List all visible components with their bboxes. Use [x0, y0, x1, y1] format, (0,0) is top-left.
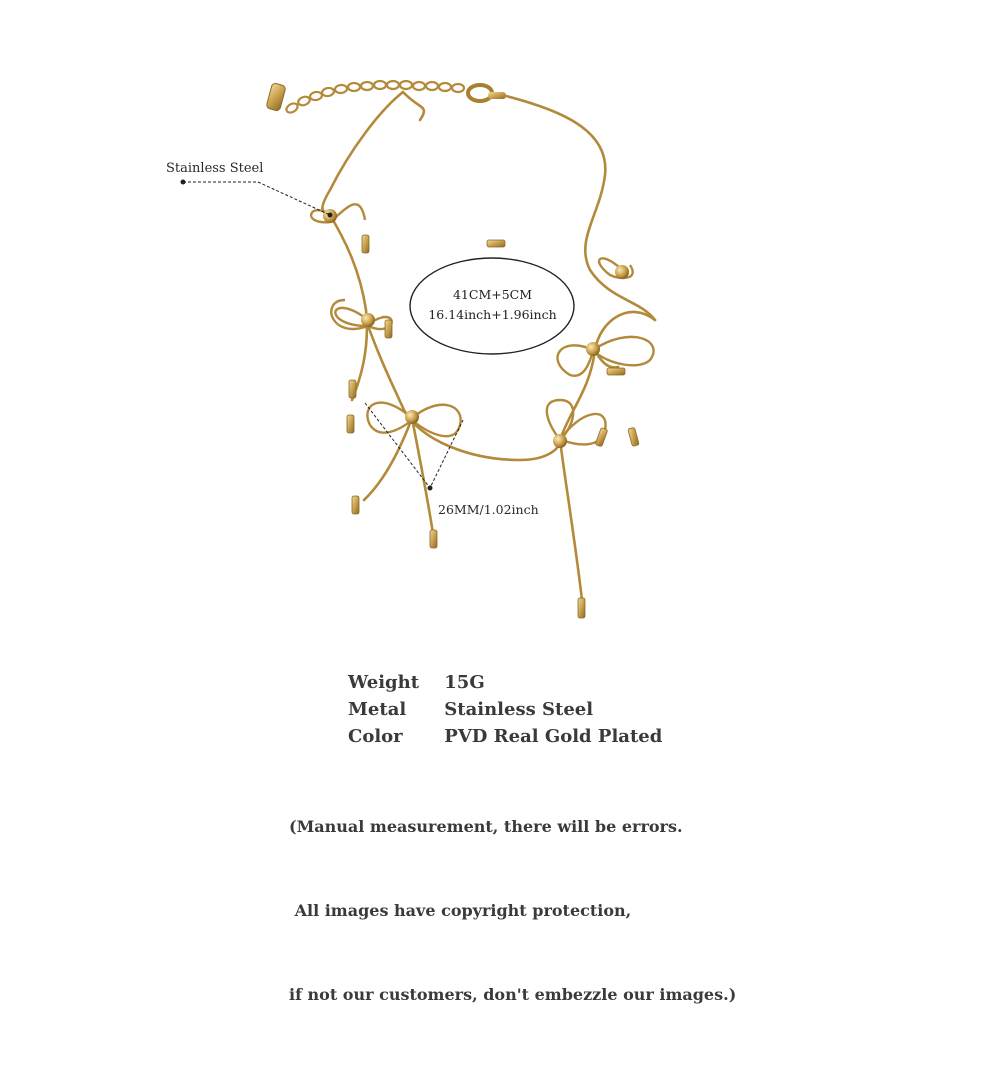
extension-chain — [285, 81, 464, 114]
length-cm-label: 41CM+5CM — [452, 287, 533, 302]
spec-key: Weight — [348, 672, 420, 693]
note-line-2: All images have copyright protection, — [289, 901, 632, 920]
length-callout — [410, 285, 575, 325]
spec-value: PVD Real Gold Plated — [444, 726, 663, 747]
spec-key: Color — [348, 726, 403, 747]
disclaimer-note — [289, 757, 736, 1065]
spec-value: 15G — [444, 672, 485, 693]
spec-row-weight — [348, 669, 662, 696]
note-line-3: if not our customers, don't embezzle our images.) — [289, 985, 737, 1004]
note-line-1: (Manual measurement, there will be errors. — [289, 817, 683, 836]
spec-row-color — [348, 723, 662, 750]
material-callout-label: Stainless Steel — [166, 161, 264, 176]
length-inch-label: 16.14inch+1.96inch — [428, 307, 557, 322]
brand-tag — [266, 83, 286, 112]
lobster-clasp — [468, 85, 506, 101]
spec-key: Metal — [348, 699, 407, 720]
snake-chain — [322, 92, 655, 600]
spec-value: Stainless Steel — [444, 699, 594, 720]
material-pointer — [181, 180, 333, 218]
spec-table — [348, 669, 662, 750]
bow-size-callout-label: 26MM/1.02inch — [438, 502, 539, 517]
spec-row-metal — [348, 696, 662, 723]
